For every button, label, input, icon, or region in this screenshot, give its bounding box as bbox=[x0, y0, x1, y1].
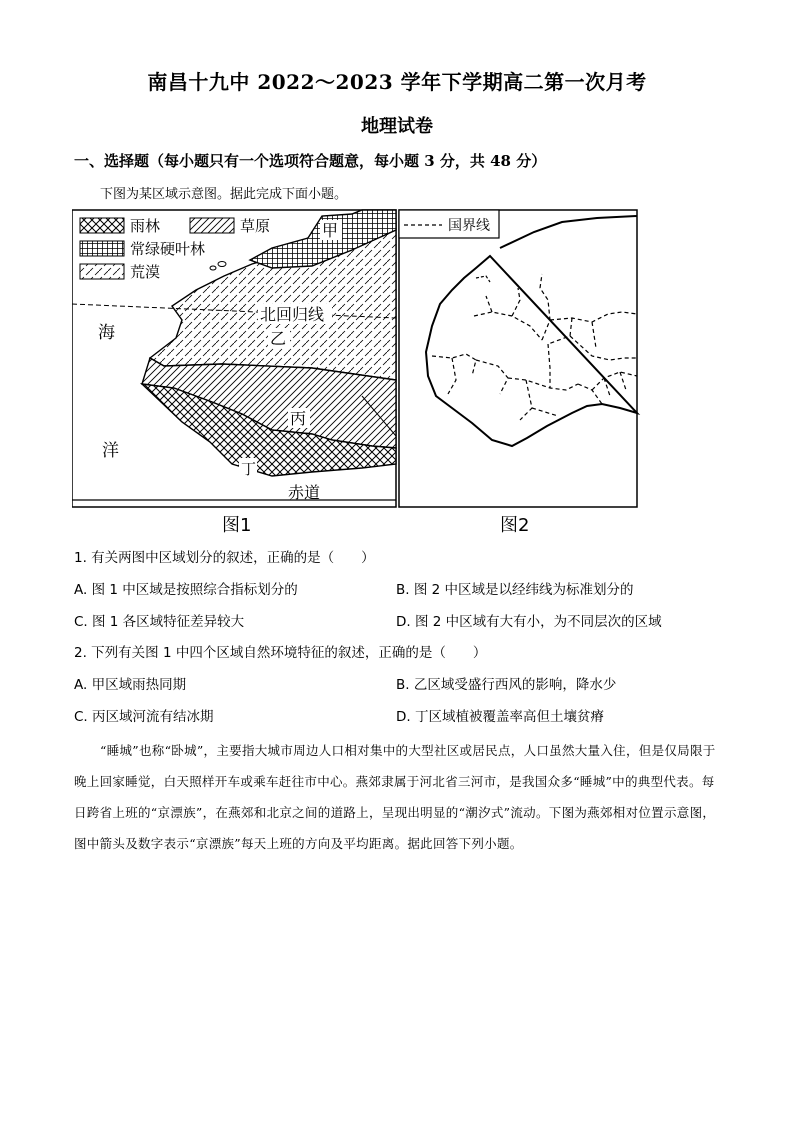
question-1-option-d: D. 图 2 中区域有大有小，为不同层次的区域 bbox=[396, 614, 662, 630]
question-1-option-a: A. 图 1 中区域是按照综合指标划分的 bbox=[74, 582, 298, 598]
region-map-figure bbox=[72, 208, 642, 542]
label-yi: 乙 bbox=[270, 329, 287, 348]
figure2-caption: 图2 bbox=[500, 515, 530, 536]
label-jia: 甲 bbox=[322, 221, 339, 240]
figure2-map bbox=[399, 210, 637, 507]
figure1-map bbox=[72, 210, 396, 507]
legend-sclerophyll-label: 常绿硬叶林 bbox=[130, 240, 206, 258]
section-intro: 下图为某区域示意图。据此完成下面小题。 bbox=[100, 187, 348, 202]
figure1-caption: 图1 bbox=[222, 515, 252, 536]
question-2-stem: 2. 下列有关图 1 中四个区域自然环境特征的叙述，正确的是（ ） bbox=[74, 645, 487, 661]
label-tropic: 北回归线 bbox=[260, 305, 325, 324]
label-ding: 丁 bbox=[241, 460, 257, 478]
question-2-option-c: C. 丙区域河流有结冰期 bbox=[74, 709, 214, 725]
label-sea: 海 bbox=[98, 323, 115, 343]
legend-desert-label: 荒漠 bbox=[130, 263, 161, 281]
page-subtitle: 地理试卷 bbox=[361, 116, 433, 137]
legend-border-label: 国界线 bbox=[448, 218, 490, 234]
label-bing: 丙 bbox=[290, 409, 307, 428]
question-2-option-d: D. 丁区域植被覆盖率高但土壤贫瘠 bbox=[396, 709, 604, 725]
reading-passage: “睡城”也称“卧城”，主要指大城市周边人口相对集中的大型社区或居民点，人口虽然大量入住，但是仅局限于晚上回家睡觉，白天照样开车或乘车赶往市中心。燕郊隶属于河北省三河市，是我国众多“睡城”中的典型代表。每日跨省上班的“京漂族”，在燕郊和北京之间的道路上，呈现出明显的“潮汐式”流动。下图为燕郊相对位置示意图，图中箭头及数字表示“京漂族”每天上班的方向及平均距离。据此回答下列小题。 bbox=[74, 743, 716, 851]
question-2-option-a: A. 甲区域雨热同期 bbox=[74, 677, 187, 693]
label-ocean: 洋 bbox=[102, 441, 119, 461]
label-equator: 赤道 bbox=[288, 483, 321, 502]
question-1-stem: 1. 有关两图中区域划分的叙述，正确的是（ ） bbox=[74, 550, 375, 566]
question-1-option-c: C. 图 1 各区域特征差异较大 bbox=[74, 614, 245, 630]
legend-rainforest-label: 雨林 bbox=[130, 217, 161, 235]
legend-grassland-label: 草原 bbox=[240, 217, 271, 235]
page-title: 南昌十九中 2022～2023 学年下学期高二第一次月考 bbox=[147, 70, 647, 94]
question-1-option-b: B. 图 2 中区域是以经纬线为标准划分的 bbox=[396, 582, 634, 598]
section-heading: 一、选择题（每小题只有一个选项符合题意，每小题 3 分，共 48 分） bbox=[74, 152, 547, 170]
question-2-option-b: B. 乙区域受盛行西风的影响，降水少 bbox=[396, 677, 617, 693]
